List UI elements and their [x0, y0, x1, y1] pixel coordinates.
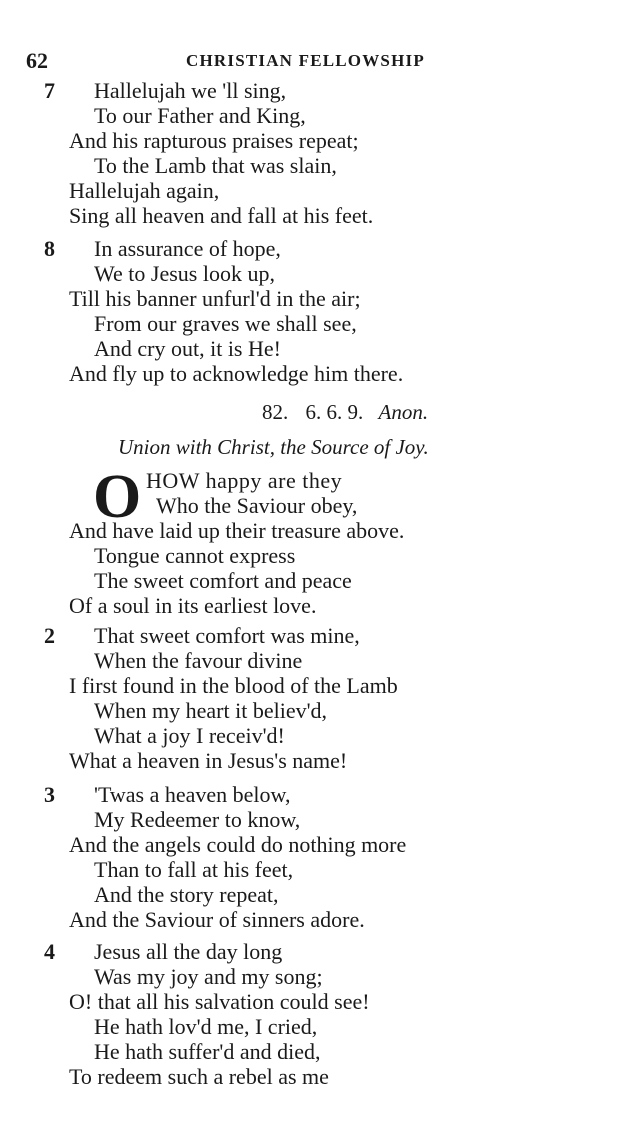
hymn-number: 82.	[262, 400, 289, 424]
hymn-heading	[262, 400, 428, 425]
verse-line: I first found in the blood of the Lamb	[69, 673, 398, 698]
verse-line: In assurance of hope,	[94, 236, 281, 261]
verse-line: When the favour divine	[94, 648, 303, 673]
stanza-number: 8	[44, 236, 55, 261]
verse-line: Tongue cannot express	[94, 543, 296, 568]
verse-line: What a joy I receiv'd!	[94, 723, 285, 748]
verse-line: My Redeemer to know,	[94, 807, 301, 832]
verse-line: Jesus all the day long	[94, 939, 283, 964]
verse-line: Of a soul in its earliest love.	[69, 593, 317, 618]
verse-line: What a heaven in Jesus's name!	[69, 748, 348, 773]
verse-line: Sing all heaven and fall at his feet.	[69, 203, 374, 228]
verse-line: Was my joy and my song;	[94, 964, 323, 989]
verse-line: He hath suffer'd and died,	[94, 1039, 321, 1064]
verse-line: We to Jesus look up,	[94, 261, 275, 286]
stanza-number: 3	[44, 782, 55, 807]
stanza-number: 2	[44, 623, 55, 648]
verse-line: Than to fall at his feet,	[94, 857, 294, 882]
verse-line: That sweet comfort was mine,	[94, 623, 360, 648]
drop-cap: O	[93, 463, 142, 531]
verse-line: 'Twas a heaven below,	[94, 782, 291, 807]
verse-line: And the angels could do nothing more	[69, 832, 407, 857]
verse-line: Who the Saviour obey,	[156, 493, 358, 518]
verse-line: Till his banner unfurl'd in the air;	[69, 286, 361, 311]
verse-line: When my heart it believ'd,	[94, 698, 328, 723]
verse-line: He hath lov'd me, I cried,	[94, 1014, 318, 1039]
verse-line: To our Father and King,	[94, 103, 306, 128]
page-header	[0, 48, 640, 72]
stanza-number: 4	[44, 939, 55, 964]
verse-line: And the story repeat,	[94, 882, 279, 907]
hymn-meter: 6. 6. 9.	[305, 400, 364, 424]
verse-line: To the Lamb that was slain,	[94, 153, 337, 178]
verse-line: Hallelujah again,	[69, 178, 220, 203]
verse-line: And the Saviour of sinners adore.	[69, 907, 365, 932]
hymn-tune: Anon.	[378, 400, 429, 424]
stanza-number: 7	[44, 78, 55, 103]
hymn-subtitle: Union with Christ, the Source of Joy.	[118, 435, 429, 459]
page-number: 62	[26, 48, 48, 73]
running-title: CHRISTIAN FELLOWSHIP	[186, 51, 425, 70]
verse-line: And fly up to acknowledge him there.	[69, 361, 404, 386]
verse-line: O! that all his salvation could see!	[69, 989, 370, 1014]
verse-line: And cry out, it is He!	[94, 336, 281, 361]
verse-line: And have laid up their treasure above.	[69, 518, 405, 543]
verse-line: To redeem such a rebel as me	[69, 1064, 329, 1089]
verse-line: And his rapturous praises repeat;	[69, 128, 359, 153]
verse-line: The sweet comfort and peace	[94, 568, 352, 593]
verse-line: From our graves we shall see,	[94, 311, 357, 336]
verse-line: Hallelujah we 'll sing,	[94, 78, 287, 103]
verse-line: HOW happy are they	[146, 468, 343, 493]
